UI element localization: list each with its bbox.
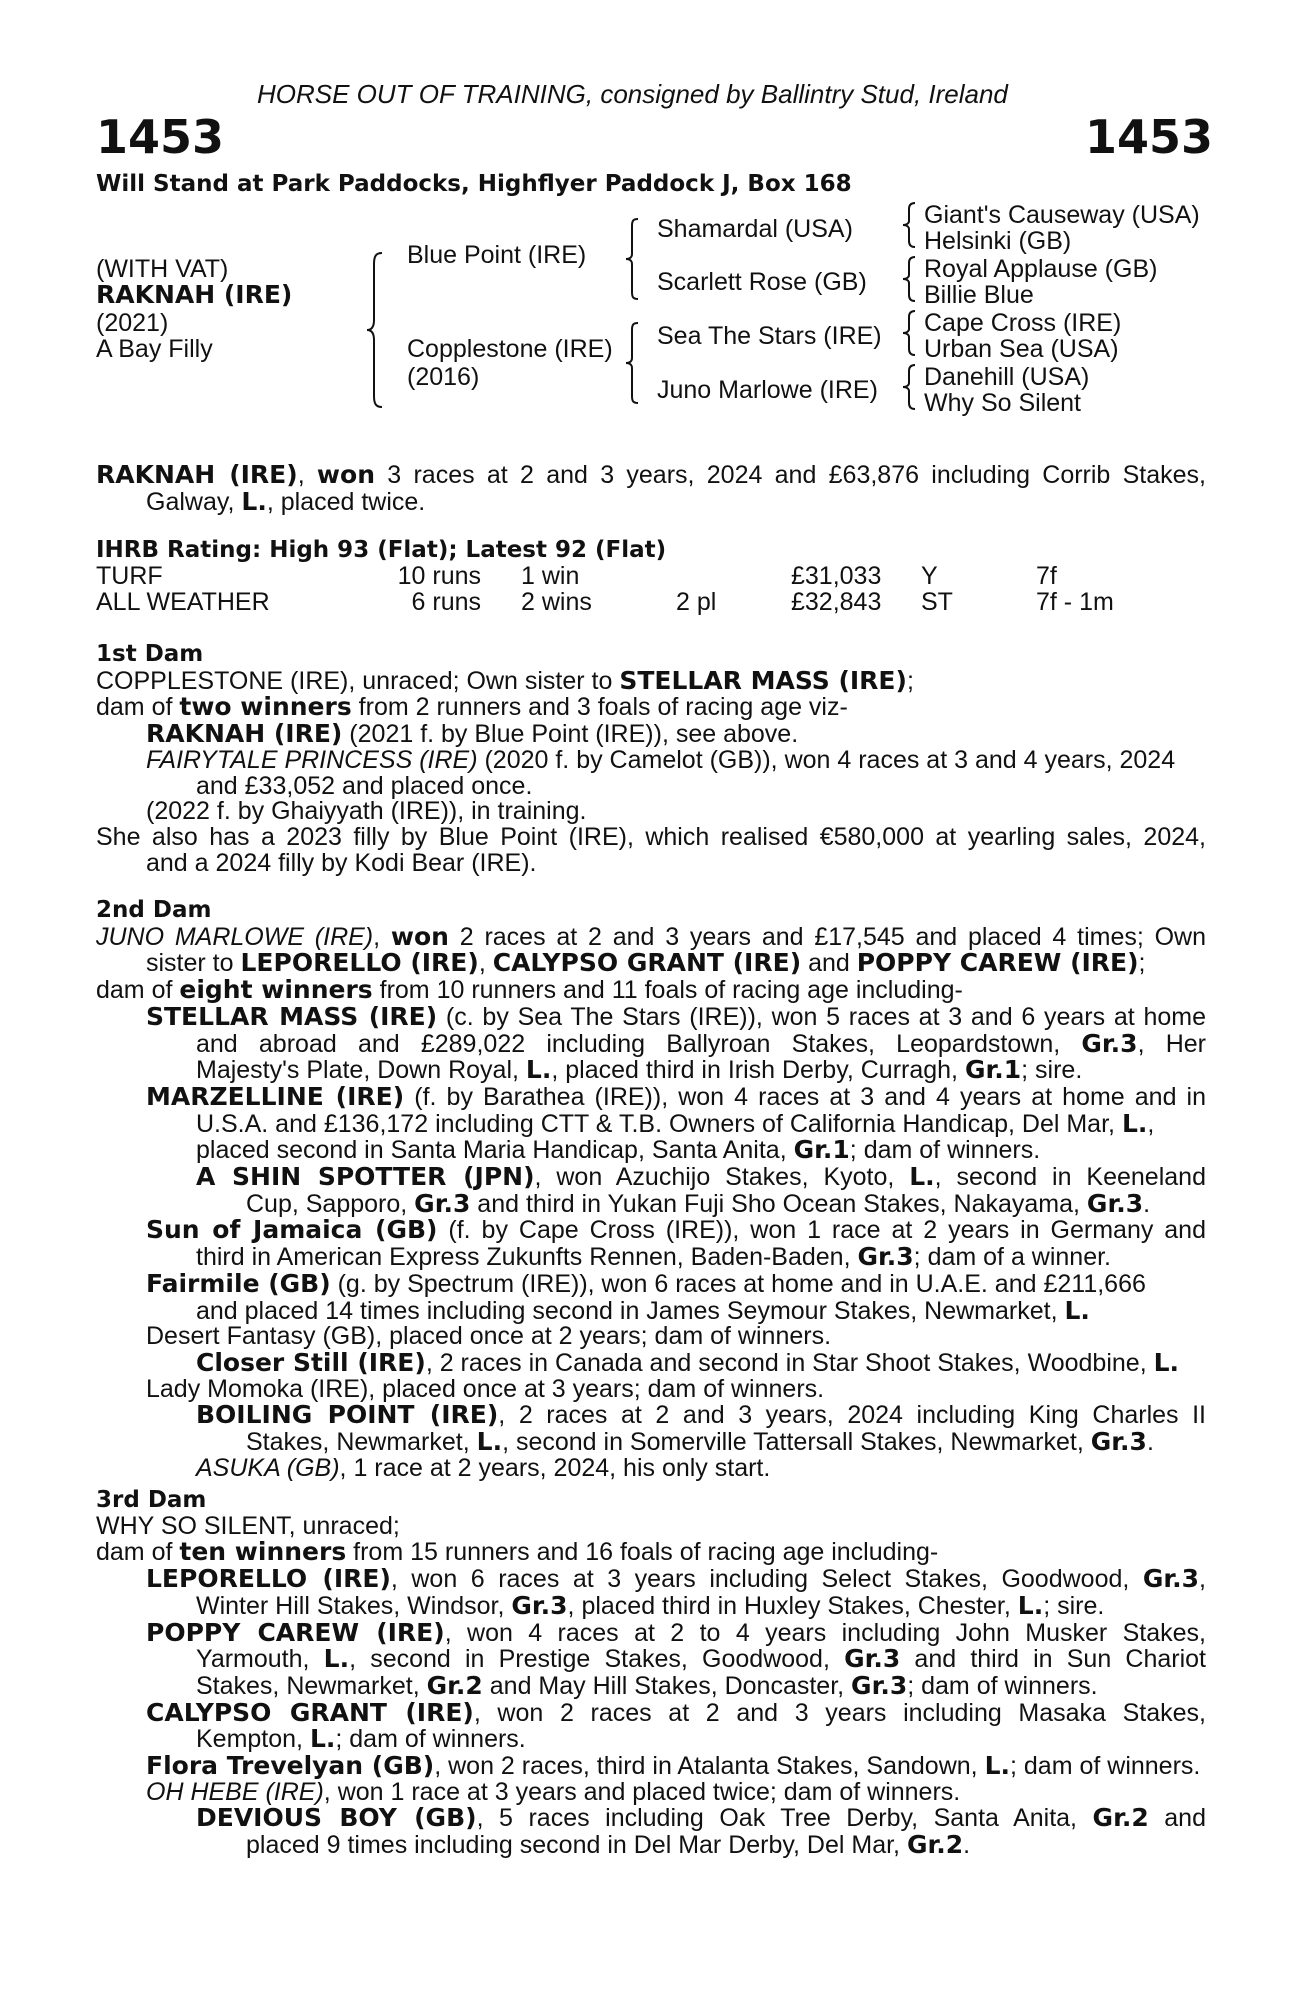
winners-count: two winners: [179, 692, 352, 722]
text: ,: [1199, 1565, 1206, 1594]
second-dam-heading: 2nd Dam: [96, 897, 212, 923]
second-dam-line: [96, 1244, 1206, 1271]
granddam-3: Urban Sea (USA): [924, 335, 1119, 363]
text: , won 4 races at 2 to 4 years including John Musker Stakes,: [444, 1618, 1206, 1647]
grandsire-1: Giant's Causeway (USA): [924, 201, 1200, 229]
second-dam-line: Lady Momoka (IRE), placed once at 3 years; dam of winners.: [146, 1374, 825, 1403]
grade: L.: [909, 1162, 935, 1192]
rating-cell: £31,033: [791, 562, 882, 591]
text: Winter Hill Stakes, Windsor,: [196, 1591, 512, 1620]
produce-name: Closer Still (IRE): [196, 1347, 426, 1377]
text: , placed third in Irish Derby, Curragh,: [551, 1056, 965, 1085]
grade: L.: [984, 1751, 1010, 1781]
third-dam-line: [96, 1832, 1206, 1859]
text: and: [801, 949, 857, 978]
first-dam-line: She also has a 2023 filly by Blue Point (IRE), which realised €580,000 at yearling sales, 2024,: [96, 822, 1206, 851]
produce-name: POPPY CAREW (IRE): [146, 1617, 445, 1647]
rating-cell: [676, 564, 791, 590]
grandsire-4: Danehill (USA): [924, 363, 1090, 391]
grandsire-3: Cape Cross (IRE): [924, 309, 1122, 337]
won-label: won: [390, 921, 449, 951]
second-dam-line: [96, 1188, 1206, 1218]
first-dam-section: [96, 642, 1206, 876]
produce-name: BOILING POINT (IRE): [196, 1400, 499, 1430]
text: placed second in Santa Maria Handicap, Santa Anita,: [196, 1136, 794, 1165]
first-dam-line: [96, 694, 1206, 721]
third-dam-line: [96, 1566, 1206, 1593]
rating-heading: IHRB Rating: High 93 (Flat); Latest 92 (Flat): [96, 537, 667, 563]
text: sister to: [146, 949, 241, 978]
third-dam-line: WHY SO SILENT, unraced;: [96, 1511, 400, 1540]
pedigree-brace-g4: [902, 364, 918, 410]
grade: L.: [1064, 1295, 1090, 1325]
pedigree-brace-sire: [625, 218, 641, 300]
text: U.S.A. and £136,172 including CTT & T.B. Owners of California Handicap, Del Mar,: [196, 1109, 1122, 1138]
text: (g. by Spectrum (IRE)), won 6 races at home and in U.A.E. and £211,666: [330, 1269, 1146, 1298]
second-dam-line: [96, 1453, 1206, 1482]
text: , Her: [1137, 1029, 1206, 1058]
third-dam-line: [96, 1539, 1206, 1566]
text: Stakes, Newmarket,: [196, 1671, 427, 1700]
text: (c. by Sea The Stars (IRE)), won 5 races at 3 and 6 years at home: [437, 1002, 1206, 1031]
sibling-name: POPPY CAREW (IRE): [856, 948, 1139, 978]
rating-row: [96, 590, 1146, 616]
sire-name: Blue Point (IRE): [407, 241, 587, 269]
text: , second in Somerville Tattersall Stakes, Newmarket,: [502, 1428, 1091, 1457]
rating-cell: 7f - 1m: [1036, 588, 1114, 617]
produce-name: RAKNAH (IRE): [146, 719, 343, 749]
second-dam-line: [96, 1217, 1206, 1244]
text: (2020 f. by Camelot (GB)), won 4 races at 3 and 4 years, 2024: [477, 745, 1176, 774]
produce-name: LEPORELLO (IRE): [146, 1564, 391, 1594]
produce-name: STELLAR MASS (IRE): [146, 1001, 438, 1031]
text: 2 races at 2 and 3 years and £17,545 and placed 4 times; Own: [448, 922, 1206, 951]
text: , won 6 races at 3 years including Select Stakes, Goodwood,: [390, 1565, 1143, 1594]
grade: Gr.3: [1086, 1188, 1144, 1218]
grade: Gr.3: [1090, 1427, 1147, 1457]
text: from 2 runners and 3 foals of racing age viz-: [351, 693, 848, 722]
produce-name: Fairmile (GB): [146, 1268, 331, 1298]
horse-year: (2021): [96, 309, 169, 337]
text: , second in Prestige Stakes, Goodwood,: [349, 1645, 845, 1674]
produce-name: OH HEBE (IRE): [146, 1777, 324, 1806]
first-dam-line: [96, 721, 1206, 748]
text: (2021 f. by Blue Point (IRE)), see above.: [342, 720, 799, 749]
summary-text-2b: , placed twice.: [266, 487, 426, 516]
grade: L.: [309, 1724, 336, 1754]
rating-cell: 2 wins: [521, 588, 592, 617]
text: and: [1148, 1804, 1206, 1833]
text: ,: [478, 949, 493, 978]
second-dam-line: [96, 1137, 1206, 1164]
third-dam-heading: 3rd Dam: [96, 1487, 207, 1513]
granddam-4: Why So Silent: [924, 389, 1082, 417]
text: ,: [1147, 1109, 1155, 1138]
rating-cell: 10 runs: [397, 562, 481, 591]
first-dam-line: and a 2024 filly by Kodi Bear (IRE).: [146, 848, 537, 877]
dam-dam: Juno Marlowe (IRE): [657, 376, 878, 404]
text: placed 9 times including second in Del Mar Derby, Del Mar,: [246, 1831, 907, 1860]
text: (f. by Barathea (IRE)), won 4 races at 3 and 4 years at home and in: [404, 1082, 1207, 1111]
second-dam-line: [96, 1402, 1206, 1429]
text: and third in Yukan Fuji Sho Ocean Stakes, Nakayama,: [470, 1189, 1087, 1218]
second-dam-line: [96, 1108, 1206, 1138]
second-dam-line: [96, 1028, 1206, 1058]
text: .: [1146, 1428, 1154, 1457]
horse-description: A Bay Filly: [96, 335, 213, 363]
second-dam-line: [96, 977, 1206, 1004]
consignment-line: HORSE OUT OF TRAINING, consigned by Ballintry Stud, Ireland: [257, 79, 1008, 109]
pedigree-brace-g2: [902, 256, 918, 302]
lot-number-left: 1453: [96, 110, 225, 164]
grade: L.: [1153, 1347, 1180, 1377]
text: , won 2 races at 2 and 3 years including Masaka Stakes,: [473, 1698, 1206, 1727]
pedigree-brace-main: [366, 252, 386, 408]
rating-cell: ALL WEATHER: [96, 588, 270, 617]
text: ; dam of winners.: [1010, 1752, 1201, 1781]
dam-sire: Sea The Stars (IRE): [657, 322, 882, 350]
rating-cell: 2 pl: [676, 588, 717, 617]
text: and May Hill Stakes, Doncaster,: [482, 1671, 852, 1700]
winners-count: ten winners: [179, 1537, 347, 1567]
second-dam-line: [96, 1347, 1206, 1377]
text: Kempton,: [196, 1725, 310, 1754]
grade: Gr.1: [964, 1055, 1022, 1085]
sibling-name: LEPORELLO (IRE): [240, 948, 479, 978]
rating-cell: TURF: [96, 562, 163, 591]
text: ; sire.: [1043, 1591, 1105, 1620]
grade: Gr.3: [857, 1242, 914, 1272]
third-dam-line: [96, 1697, 1206, 1727]
grade: Gr.3: [414, 1188, 471, 1218]
grade: L.: [1121, 1108, 1148, 1138]
dam-name: Copplestone (IRE): [407, 335, 613, 363]
grade: Gr.2: [426, 1670, 483, 1700]
summary-text-1: 3 races at 2 and 3 years, 2024 and £63,876 including Corrib Stakes,: [387, 461, 1206, 489]
second-dam-line: [96, 1001, 1206, 1031]
text: , 2 races in Canada and second in Star Shoot Stakes, Woodbine,: [425, 1348, 1154, 1377]
grade: Gr.3: [511, 1590, 568, 1620]
pedigree-brace-g3: [902, 310, 918, 356]
summary-listed: L.: [241, 486, 267, 516]
text: , 1 race at 2 years, 2024, his only start.: [339, 1453, 771, 1482]
summary-line-2: [96, 486, 1206, 516]
second-dam-line: [96, 1295, 1206, 1325]
text: , 2 races at 2 and 3 years, 2024 including King Charles II: [498, 1401, 1206, 1430]
produce-name: Flora Trevelyan (GB): [146, 1751, 435, 1781]
grade: Gr.3: [1142, 1564, 1200, 1594]
first-dam-line: (2022 f. by Ghaiyyath (IRE)), in training.: [146, 797, 587, 826]
grade: L.: [476, 1427, 503, 1457]
text: dam of: [96, 1538, 180, 1567]
text: ; dam of winners.: [849, 1136, 1041, 1165]
grade: Gr.3: [1081, 1028, 1138, 1058]
produce-name: A SHIN SPOTTER (JPN): [196, 1162, 535, 1192]
second-dam-line: [96, 1057, 1206, 1084]
second-dam-section: [96, 898, 1206, 1481]
winners-count: eight winners: [179, 975, 373, 1005]
text: (f. by Cape Cross (IRE)), won 1 race at 2 years in Germany and: [437, 1216, 1206, 1245]
text: ; dam of a winner.: [913, 1243, 1111, 1272]
horse-vat: (WITH VAT): [96, 255, 229, 283]
second-dam-line: [96, 1081, 1207, 1111]
sire-sire: Shamardal (USA): [657, 215, 853, 243]
text: ; sire.: [1021, 1056, 1083, 1085]
text: from 15 runners and 16 foals of racing age including-: [346, 1538, 939, 1567]
text: ,: [373, 922, 391, 951]
sire-dam: Scarlett Rose (GB): [657, 268, 867, 296]
granddam-1: Helsinki (GB): [924, 227, 1072, 255]
text: ;: [1138, 949, 1146, 978]
produce-name: DEVIOUS BOY (GB): [196, 1803, 477, 1833]
third-dam-line: [96, 1590, 1206, 1620]
produce-name: CALYPSO GRANT (IRE): [146, 1697, 474, 1727]
text: and placed 14 times including second in James Seymour Stakes, Newmarket,: [196, 1296, 1065, 1325]
granddam-2: Billie Blue: [924, 281, 1034, 309]
produce-name: FAIRYTALE PRINCESS (IRE): [146, 745, 478, 774]
text: ; dam of winners.: [335, 1725, 526, 1754]
text: , won Azuchijo Stakes, Kyoto,: [534, 1163, 910, 1192]
text: Cup, Sapporo,: [246, 1189, 415, 1218]
text: dam of: [96, 976, 180, 1005]
first-dam-heading: 1st Dam: [96, 641, 204, 667]
text: and abroad and £289,022 including Ballyroan Stakes, Leopardstown,: [196, 1029, 1082, 1058]
text: dam of: [96, 693, 180, 722]
grade: Gr.1: [793, 1135, 850, 1165]
second-dam-line: [96, 1164, 1206, 1191]
summary-text-2a: Galway,: [146, 487, 242, 516]
dam-name: JUNO MARLOWE (IRE): [96, 922, 374, 951]
second-dam-line: [96, 950, 1206, 977]
grade: Gr.2: [1092, 1803, 1149, 1833]
first-dam-line: and £33,052 and placed once.: [196, 771, 533, 800]
text: and third in Sun Chariot: [900, 1645, 1206, 1674]
text: from 10 runners and 11 foals of racing age including-: [372, 976, 963, 1005]
summary-won: won: [316, 460, 375, 489]
second-dam-line: Desert Fantasy (GB), placed once at 2 years; dam of winners.: [146, 1322, 832, 1351]
grade: Gr.3: [844, 1644, 901, 1674]
third-dam-line: [96, 1617, 1206, 1647]
text: , won 1 race at 3 years and placed twice; dam of winners.: [323, 1777, 961, 1806]
first-dam-line: [96, 745, 1206, 774]
summary-line-1: RAKNAH (IRE), won 3 races at 2 and 3 years, 2024 and £63,876 including Corrib Stakes,: [96, 460, 1206, 489]
third-dam-line: [96, 1777, 1206, 1806]
third-dam-line: [96, 1726, 1206, 1753]
grade: L.: [1017, 1590, 1044, 1620]
rating-cell: Y: [921, 562, 938, 591]
race-summary: [96, 462, 1206, 515]
pedigree-brace-g1: [902, 202, 918, 248]
text: , placed third in Huxley Stakes, Chester,: [567, 1591, 1018, 1620]
rating-cell: 6 runs: [411, 588, 481, 617]
produce-name: Sun of Jamaica (GB): [146, 1215, 438, 1245]
rating-table: [96, 564, 1146, 616]
produce-name: MARZELLINE (IRE): [146, 1081, 405, 1111]
text: .: [1143, 1189, 1151, 1218]
sibling-name: CALYPSO GRANT (IRE): [492, 948, 802, 978]
summary-horse-name: RAKNAH (IRE): [96, 460, 298, 489]
grade: L.: [323, 1644, 350, 1674]
text: Stakes, Newmarket,: [246, 1428, 477, 1457]
rating-cell: ST: [921, 588, 953, 617]
text: Yarmouth,: [196, 1645, 324, 1674]
grade: Gr.3: [851, 1670, 908, 1700]
pedigree-brace-dam: [625, 322, 641, 404]
text: , second in Keeneland: [934, 1163, 1206, 1192]
third-dam-line: [96, 1670, 1206, 1700]
text: Majesty's Plate, Down Royal,: [196, 1056, 526, 1085]
second-dam-line: [96, 1268, 1206, 1298]
rating-cell: 1 win: [521, 562, 580, 591]
second-dam-line: [96, 1429, 1206, 1456]
third-dam-line: [96, 1753, 1206, 1780]
first-dam-line: [96, 665, 1206, 695]
third-dam-line: [96, 1805, 1206, 1832]
text: ; dam of winners.: [907, 1671, 1098, 1700]
grade: Gr.2: [906, 1830, 964, 1860]
produce-name: ASUKA (GB): [196, 1453, 340, 1482]
third-dam-line: [96, 1646, 1206, 1673]
second-dam-line: [96, 921, 1206, 951]
stellar-mass-ref: STELLAR MASS (IRE): [619, 665, 907, 695]
text: , won 2 races, third in Atalanta Stakes, Sandown,: [434, 1752, 985, 1781]
horse-name: RAKNAH (IRE): [96, 280, 293, 309]
text: .: [963, 1831, 971, 1860]
stand-location: Will Stand at Park Paddocks, Highflyer Paddock J, Box 168: [96, 171, 852, 197]
grade: L.: [525, 1055, 552, 1085]
rating-cell: 7f: [1036, 562, 1057, 591]
dam-year: (2016): [407, 363, 480, 391]
rating-row: [96, 564, 1146, 590]
text: ;: [906, 666, 914, 695]
text: COPPLESTONE (IRE), unraced; Own sister to: [96, 666, 620, 695]
lot-number-right: 1453: [1085, 110, 1214, 164]
rating-cell: £32,843: [791, 588, 882, 617]
text: third in American Express Zukunfts Rennen, Baden-Baden,: [196, 1243, 858, 1272]
grandsire-2: Royal Applause (GB): [924, 255, 1158, 283]
text: , 5 races including Oak Tree Derby, Santa Anita,: [476, 1804, 1093, 1833]
third-dam-section: [96, 1488, 1206, 1859]
